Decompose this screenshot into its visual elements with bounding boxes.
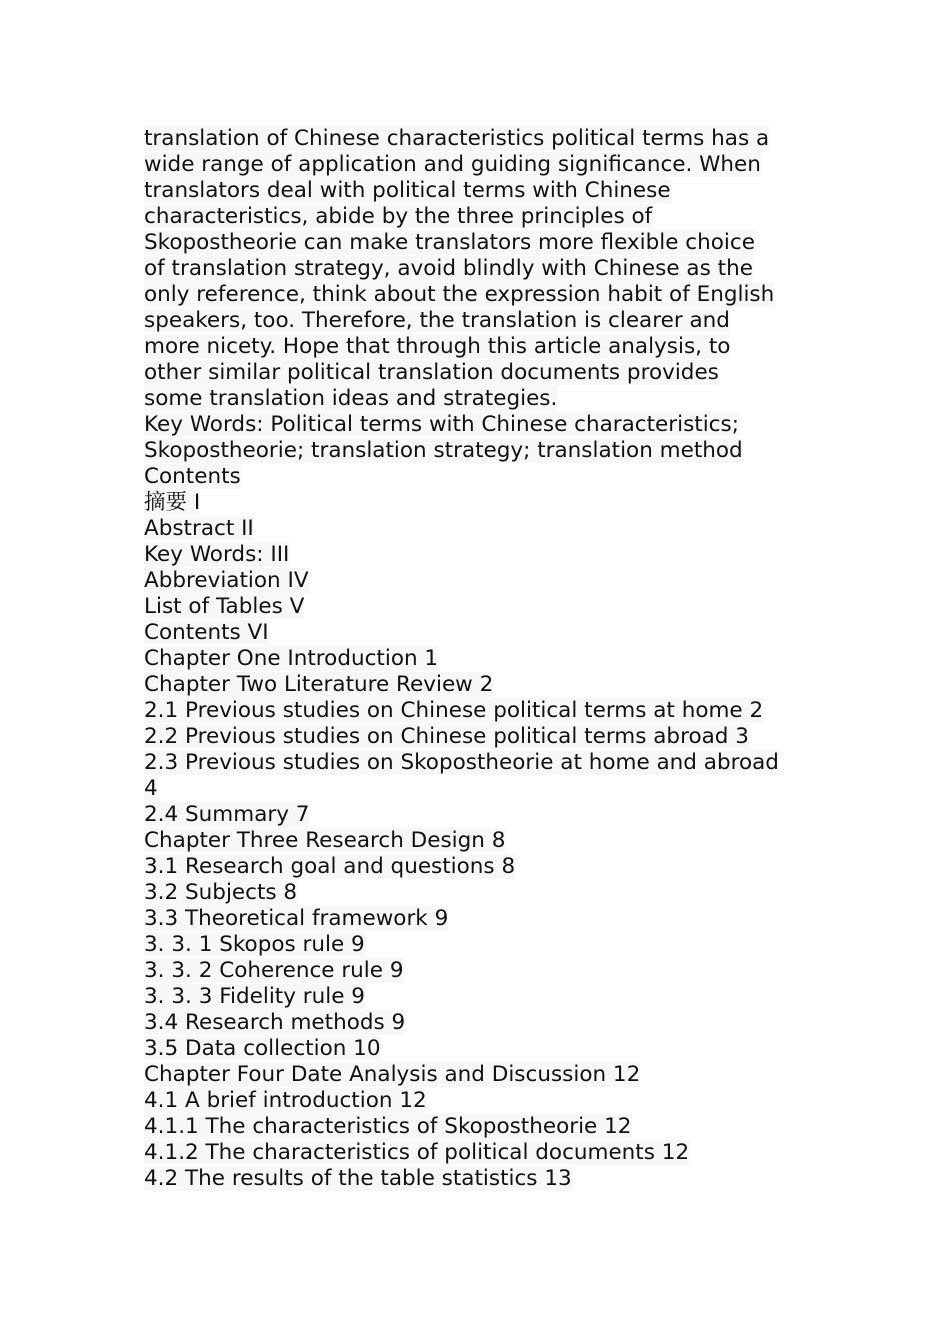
toc-entry: Key Words: III (144, 542, 290, 567)
toc-entry: 3. 3. 3 Fidelity rule 9 (144, 984, 365, 1009)
toc-entry: 2.1 Previous studies on Chinese political terms at home 2 (144, 698, 764, 723)
toc-entry: 3.5 Data collection 10 (144, 1036, 381, 1061)
abstract-line: Skopostheorie can make translators more flexible choice (144, 230, 755, 255)
abstract-line: only reference, think about the expression habit of English (144, 282, 775, 307)
abstract-line: translation of Chinese characteristics political terms has a (144, 126, 770, 151)
toc-entry: 3.1 Research goal and questions 8 (144, 854, 516, 879)
toc-entry: 4.1.2 The characteristics of political documents 12 (144, 1140, 690, 1165)
toc-entry: 3.4 Research methods 9 (144, 1010, 406, 1035)
toc-entry: 4.2 The results of the table statistics 13 (144, 1166, 572, 1191)
key-words (144, 412, 824, 464)
toc-entry: 2.2 Previous studies on Chinese political terms abroad 3 (144, 724, 749, 749)
toc-entry: 3. 3. 1 Skopos rule 9 (144, 932, 365, 957)
toc-entry: Abbreviation IV (144, 568, 309, 593)
abstract-line: more nicety. Hope that through this article analysis, to (144, 334, 731, 359)
abstract-line: wide range of application and guiding significance. When (144, 152, 761, 177)
table-of-contents (144, 490, 824, 1192)
toc-entry: Chapter One Introduction 1 (144, 646, 439, 671)
toc-entry: 2.3 Previous studies on Skopostheorie at home and abroad (144, 750, 779, 775)
toc-entry: Chapter Four Date Analysis and Discussion 12 (144, 1062, 641, 1087)
key-words-line: Key Words: Political terms with Chinese characteristics; (144, 412, 739, 437)
toc-entry: 摘要 I (144, 490, 201, 515)
toc-entry: 3.2 Subjects 8 (144, 880, 298, 905)
toc-entry: 3.3 Theoretical framework 9 (144, 906, 449, 931)
toc-entry: Chapter Two Literature Review 2 (144, 672, 494, 697)
contents-heading (144, 464, 824, 490)
toc-entry: 3. 3. 2 Coherence rule 9 (144, 958, 404, 983)
key-words-line: Skopostheorie; translation strategy; translation method (144, 438, 743, 463)
abstract-line: characteristics, abide by the three principles of (144, 204, 653, 229)
abstract-line: other similar political translation documents provides (144, 360, 719, 385)
toc-entry: List of Tables V (144, 594, 305, 619)
toc-entry: Contents VI (144, 620, 269, 645)
abstract-line: some translation ideas and strategies. (144, 386, 558, 411)
toc-entry: 2.4 Summary 7 (144, 802, 310, 827)
toc-entry: Chapter Three Research Design 8 (144, 828, 506, 853)
document-page (144, 126, 824, 1192)
toc-entry: Abstract II (144, 516, 254, 541)
toc-entry: 4.1.1 The characteristics of Skopostheorie 12 (144, 1114, 632, 1139)
contents-heading-text: Contents (144, 464, 241, 489)
toc-entry: 4 (144, 776, 158, 801)
abstract-line: translators deal with political terms with Chinese (144, 178, 671, 203)
abstract-paragraph (144, 126, 824, 412)
toc-entry: 4.1 A brief introduction 12 (144, 1088, 427, 1113)
abstract-line: speakers, too. Therefore, the translation is clearer and (144, 308, 730, 333)
abstract-line: of translation strategy, avoid blindly with Chinese as the (144, 256, 753, 281)
